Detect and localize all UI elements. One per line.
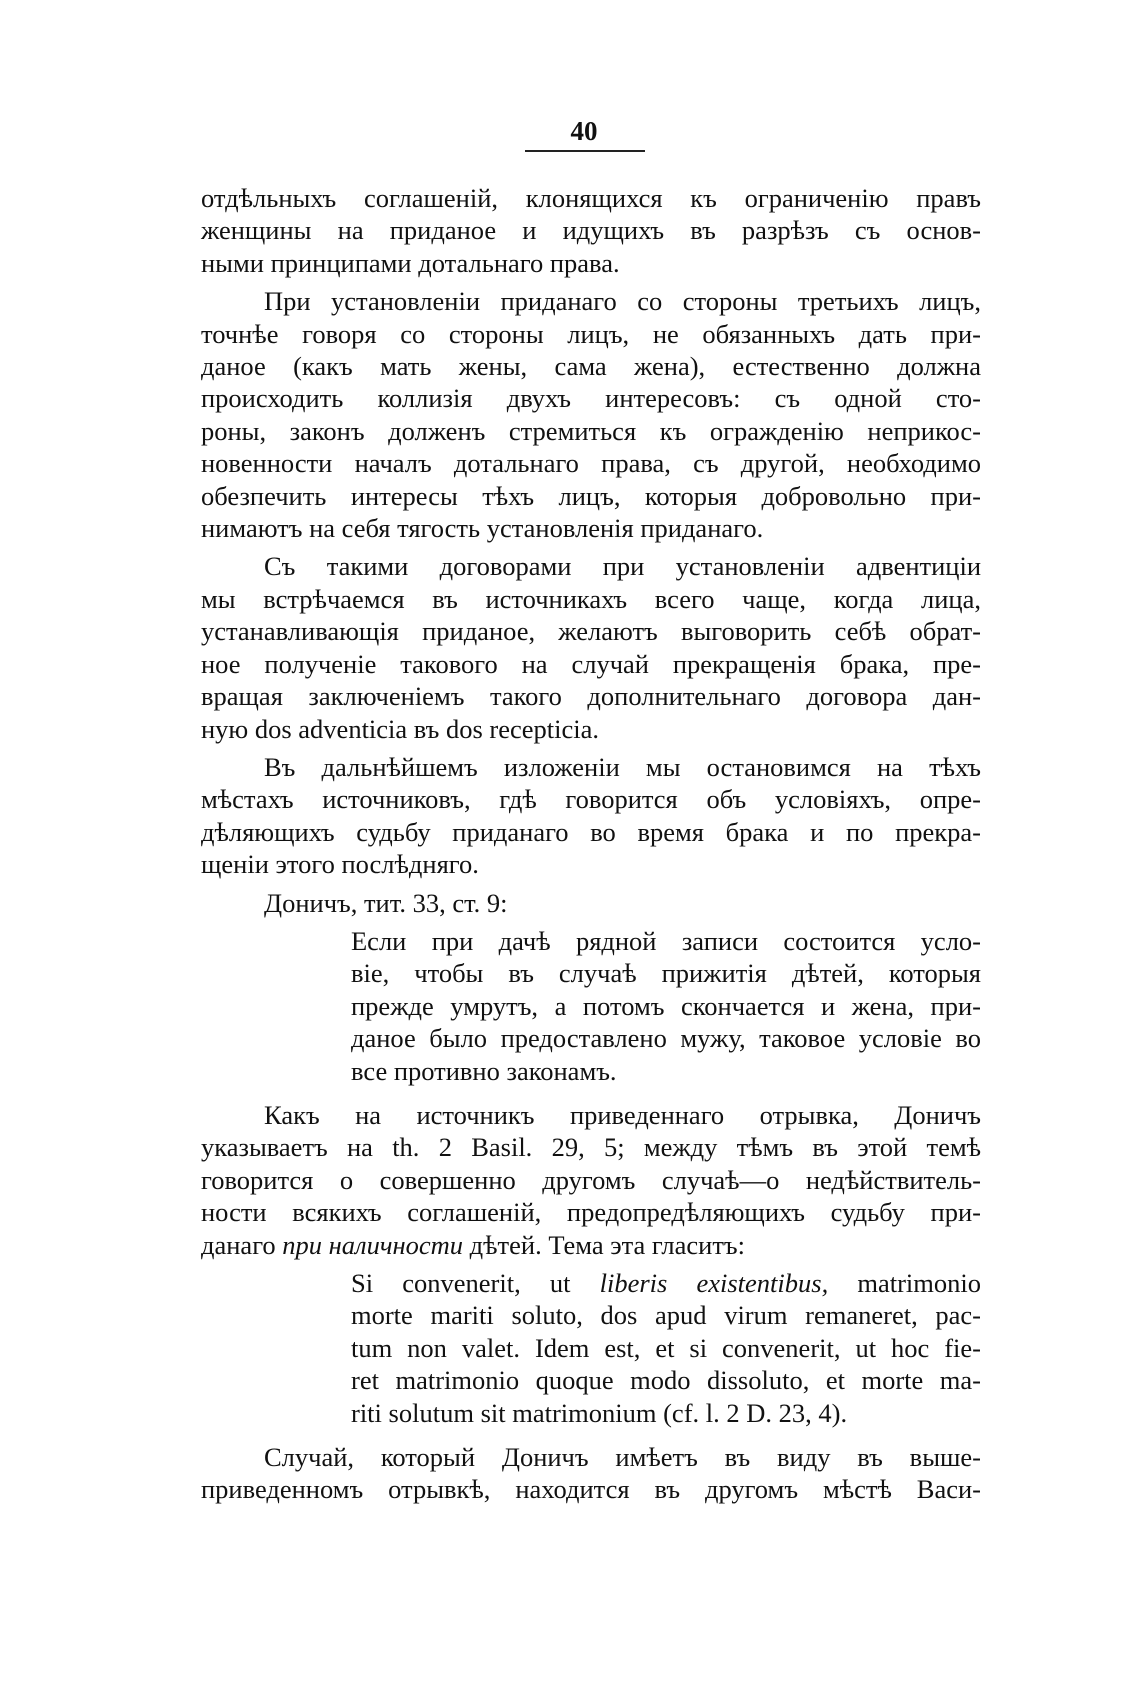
text-line: ное полученіе такового на случай прекращенія брака, пре-	[201, 648, 981, 679]
text-line: Доничъ, тит. 33, ст. 9:	[264, 887, 508, 918]
quote-line: ret matrimonio quoque modo dissoluto, et morte ma-	[351, 1365, 981, 1396]
quote-line: все противно законамъ.	[351, 1055, 617, 1086]
text-line: устанавливающія приданое, желаютъ выговорить себѣ обрат-	[201, 616, 981, 647]
block-quote-latin	[201, 1267, 981, 1429]
text-line: мѣстахъ источниковъ, гдѣ говорится объ условіяхъ, опре-	[201, 784, 981, 815]
text-line: отдѣльныхъ соглашеній, клонящихся къ ограниченію правъ	[201, 183, 981, 213]
paragraph-6	[201, 1441, 981, 1506]
text-line	[201, 1229, 981, 1261]
page-number: 40	[570, 116, 598, 146]
emphasis-text: при наличности	[282, 1229, 464, 1260]
paragraph-5	[201, 1099, 981, 1261]
text-run: Si convenerit, ut	[351, 1268, 600, 1298]
text-line: Съ такими договорами при установленіи адвентиціи	[264, 551, 981, 582]
paragraph-1	[201, 182, 981, 279]
text-line: ными принципами дотальнаго права.	[201, 247, 620, 278]
body-text	[201, 182, 981, 1506]
paragraph-4	[201, 751, 981, 881]
block-quote-russian	[201, 925, 981, 1087]
text-line: приведенномъ отрывкѣ, находится въ другомъ мѣстѣ Васи-	[201, 1474, 981, 1505]
quote-line: morte mariti soluto, dos apud virum remaneret, pac-	[351, 1300, 981, 1331]
text-line: При установленіи приданаго со стороны третьихъ лицъ,	[264, 286, 981, 317]
text-line: Случай, который Доничъ имѣетъ въ виду въ выше-	[264, 1442, 981, 1473]
text-line: говорится о совершенно другомъ случаѣ—о недѣйствитель-	[201, 1164, 981, 1195]
text-line: нимаютъ на себя тягость установленія приданаго.	[201, 513, 764, 544]
quote-line: прежде умрутъ, а потомъ скончается и жена, при-	[351, 990, 981, 1021]
text-line: мы встрѣчаемся въ источникахъ всего чаще, когда лица,	[201, 583, 981, 614]
text-line: ности всякихъ соглашеній, предопредѣляющихъ судьбу при-	[201, 1197, 981, 1228]
text-run: дѣтей. Тема эта гласитъ:	[463, 1229, 745, 1260]
paragraph-2	[201, 285, 981, 544]
quote-line: tum non valet. Idem est, et si convenerit, ut hoc fie-	[351, 1332, 981, 1363]
quote-line: віе, чтобы въ случаѣ прижитія дѣтей, которыя	[351, 958, 981, 989]
text-line: щеніи этого послѣдняго.	[201, 849, 479, 880]
text-line: роны, законъ долженъ стремиться къ огражденію неприкос-	[201, 415, 981, 446]
quote-line: Если при дачѣ рядной записи состоится усло-	[351, 925, 981, 956]
text-line: женщины на приданое и идущихъ въ разрѣзъ съ основ-	[201, 215, 981, 246]
text-line: Въ дальнѣйшемъ изложеніи мы остановимся на тѣхъ	[264, 751, 981, 782]
quote-line: riti solutum sit matrimonium (cf. l. 2 D. 23, 4).	[351, 1397, 848, 1428]
page-number-rule	[525, 150, 645, 152]
text-line: указываетъ на th. 2 Basil. 29, 5; между тѣмъ въ этой темѣ	[201, 1132, 981, 1163]
text-line: вращая заключеніемъ такого дополнительнаго договора дан-	[201, 681, 981, 712]
text-line: даное (какъ мать жены, сама жена), естественно должна	[201, 351, 981, 382]
text-line: новенности началъ дотальнаго права, съ другой, необходимо	[201, 448, 981, 479]
text-line: точнѣе говоря со стороны лицъ, не обязанныхъ дать при-	[201, 318, 981, 349]
text-line: Какъ на источникъ приведеннаго отрывка, Доничъ	[264, 1099, 981, 1130]
quote-line	[351, 1267, 981, 1299]
paragraph-3	[201, 550, 981, 744]
text-run: данаго	[201, 1229, 283, 1260]
text-run: matrimonio	[828, 1268, 981, 1298]
text-line: дѣляющихъ судьбу приданаго во время брака и по прекра-	[201, 816, 981, 847]
text-line: ную dos adventicia въ dos recepticia.	[201, 713, 600, 744]
text-line: обезпечить интересы тѣхъ лицъ, которыя добровольно при-	[201, 480, 981, 511]
quote-line: даное было предоставлено мужу, таковое условіе во	[351, 1023, 981, 1054]
citation-reference	[201, 887, 981, 919]
emphasis-text: liberis existentibus,	[599, 1268, 829, 1298]
text-line: происходить коллизія двухъ интересовъ: съ одной сто-	[201, 383, 981, 414]
